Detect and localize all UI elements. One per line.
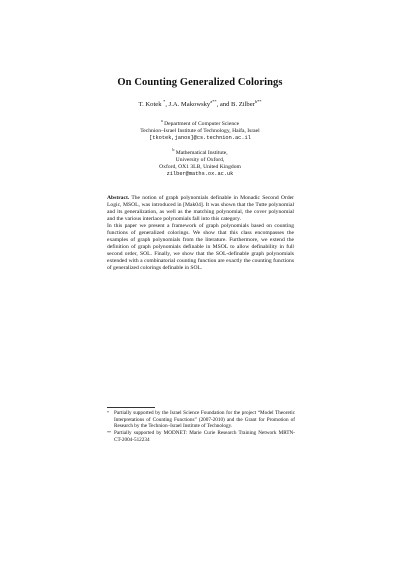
author-name: T. Kotek <box>138 101 162 108</box>
affiliation-b <box>0 147 400 178</box>
footnote <box>107 410 295 430</box>
author-separator: , and <box>216 101 232 108</box>
affiliation-line: $^b$ Mathematical Institute, <box>172 147 228 156</box>
footnote-mark: ** <box>107 430 111 436</box>
affiliation-mark: a <box>160 118 163 124</box>
paper-title: On Counting Generalized Colorings <box>117 77 283 88</box>
affiliation-a <box>0 118 400 142</box>
affiliation-line: $^a$ Department of Computer Science <box>160 118 240 127</box>
footnotes <box>107 410 295 444</box>
author-list <box>0 98 400 108</box>
author-mark: b** <box>254 98 262 104</box>
author-name: J.A. Makowsky <box>168 101 211 108</box>
footnote-text: Partially supported by the Israel Science Foundation for the project “Model Theoretic Interpretations of Counting Functions” (2007-2010) and the Grant for Promotion of Research by the Technion–Israel Institute of Technology. <box>114 410 295 430</box>
affiliation-email: [tkotek,janos]@cs.technion.ac.il <box>149 135 251 142</box>
footnote-rule <box>107 407 155 408</box>
abstract-paragraph: Abstract. The notion of graph polynomials definable in Monadic Second Order Logic, MSOL, was introduced in [Mak04]. It was shown that the Tutte polynomial and its generalization, as well as the matching polynomial, the cover polynomial and the various interlace polynomials fall into this category. <box>107 195 294 223</box>
abstract <box>107 195 294 273</box>
abstract-label: Abstract. <box>107 195 130 201</box>
author-separator: , <box>165 101 169 108</box>
affiliation-email: zilber@maths.ox.ac.uk <box>166 171 234 178</box>
footnote-text: Partially supported by MODNET: Marie Curie Research Training Network MRTN-CT-2004-512234 <box>114 430 295 443</box>
author-mark: a** <box>210 98 217 104</box>
footnote-mark: * <box>107 410 109 415</box>
author-mark: * <box>163 98 166 104</box>
affiliation-line: University of Oxford, <box>175 157 225 164</box>
footnote <box>107 430 295 443</box>
affiliation-mark: b <box>172 147 175 153</box>
affiliation-line: Oxford, OX1 3LB, United Kingdom <box>159 164 241 171</box>
affiliation-line: Technion–Israel Institute of Technology, Haifa, Israel <box>140 128 260 135</box>
author-name: B. Zilber <box>231 101 255 108</box>
abstract-paragraph: In this paper we present a framework of graph polynomials based on counting functions of generalized colorings. We show that this class encompasses the examples of graph polynomials from the literature. Furthermore, we extend the definition of graph polynomials definable in MSOL to allow definability in full second order, SOL. Finally, we show that the SOL-definable graph polynomials extended with a combinatorial counting function are exactly the counting functions of generalized colorings definable in SOL. <box>107 223 294 272</box>
